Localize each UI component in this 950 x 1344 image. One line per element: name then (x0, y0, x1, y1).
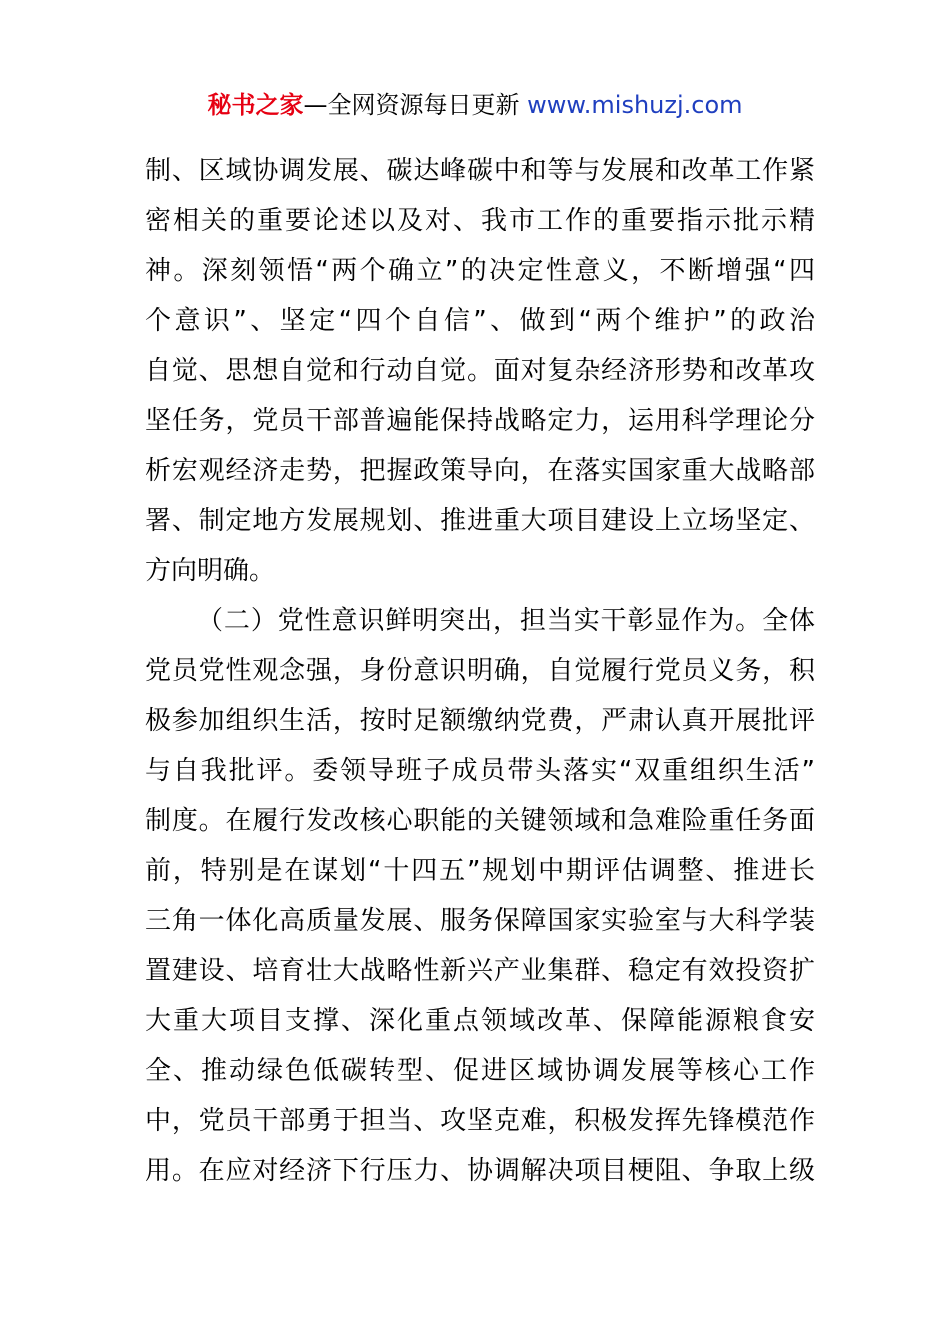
text-line: 密相关的重要论述以及对、我市工作的重要指示批示精 (145, 206, 815, 236)
text-line: 党员党性观念强，身份意识明确，自觉履行党员义务，积 (145, 656, 815, 686)
text-line: 大重大项目支撑、深化重点领域改革、保障能源粮食安 (145, 1006, 815, 1036)
text-line: 与自我批评。委领导班子成员带头落实“双重组织生活” (145, 756, 815, 786)
text-line: 个意识”、坚定“四个自信”、做到“两个维护”的政治 (145, 306, 815, 336)
text-line: 用。在应对经济下行压力、协调解决项目梗阻、争取上级 (145, 1156, 815, 1186)
page-header (0, 88, 950, 122)
document-body (145, 146, 815, 1196)
text-line: 制、区域协调发展、碳达峰碳中和等与发展和改革工作紧 (145, 156, 815, 186)
text-line: 自觉、思想自觉和行动自觉。面对复杂经济形势和改革攻 (145, 356, 815, 386)
text-line: 全、推动绿色低碳转型、促进区域协调发展等核心工作 (145, 1056, 815, 1086)
text-line: 方向明确。 (145, 556, 276, 586)
header-tagline: —全网资源每日更新 (303, 91, 528, 119)
paragraph-1 (145, 146, 815, 596)
text-line: 署、制定地方发展规划、推进重大项目建设上立场坚定、 (145, 506, 815, 536)
text-line: 坚任务，党员干部普遍能保持战略定力，运用科学理论分 (145, 406, 815, 436)
header-site-link[interactable]: www.mishuzj.com (527, 91, 743, 119)
text-line: 中，党员干部勇于担当、攻坚克难，积极发挥先锋模范作 (145, 1106, 815, 1136)
paragraph-2 (145, 596, 815, 1196)
section-heading-line: （二）党性意识鲜明突出，担当实干彰显作为。全体 (197, 606, 815, 636)
text-line: 前，特别是在谋划“十四五”规划中期评估调整、推进长 (145, 856, 815, 886)
text-line: 析宏观经济走势，把握政策导向，在落实国家重大战略部 (145, 456, 815, 486)
header-brand: 秘书之家 (207, 91, 304, 119)
text-line: 神。深刻领悟“两个确立”的决定性意义，不断增强“四 (145, 256, 815, 286)
text-line: 制度。在履行发改核心职能的关键领域和急难险重任务面 (145, 806, 815, 836)
text-line: 置建设、培育壮大战略性新兴产业集群、稳定有效投资扩 (145, 956, 815, 986)
text-line: 极参加组织生活，按时足额缴纳党费，严肃认真开展批评 (145, 706, 815, 736)
text-line: 三角一体化高质量发展、服务保障国家实验室与大科学装 (145, 906, 815, 936)
